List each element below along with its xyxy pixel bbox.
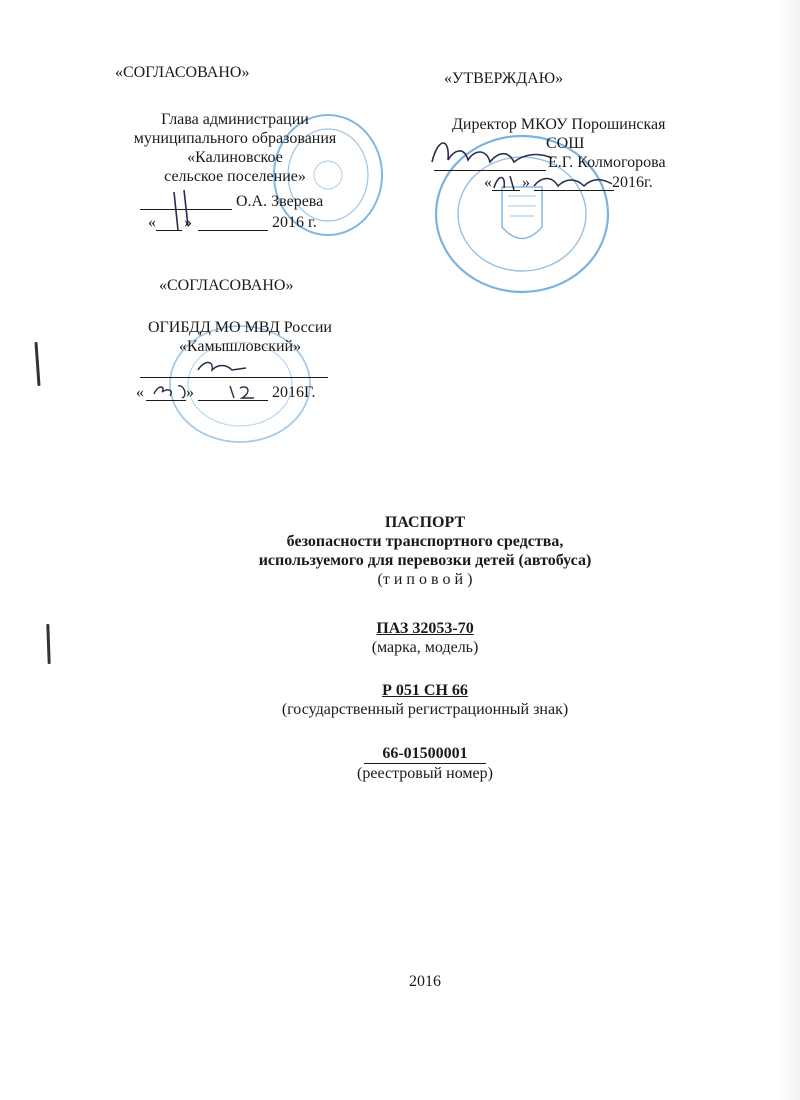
passport-registry-value: 66-01500001 — [364, 744, 485, 764]
passport-model-block — [150, 619, 700, 657]
scan-right-edge — [778, 0, 800, 1100]
right-line-2: СОШ — [546, 135, 585, 152]
left-line-4: сельское поселение» — [164, 168, 306, 185]
left-signature-mark — [162, 186, 202, 236]
left-signer-name: О.А. Зверева — [236, 193, 324, 210]
left-approver-title — [105, 110, 365, 186]
passport-subtitle-1: безопасности транспортного средства, — [286, 533, 564, 550]
right-heading: «УТВЕРЖДАЮ» — [444, 70, 564, 87]
right-date-close: » — [522, 174, 530, 191]
gibdd-date-close: » — [186, 384, 194, 401]
right-date-year: 2016г. — [612, 174, 653, 191]
left-date-month-line — [198, 230, 268, 231]
passport-registry-value-wrap — [150, 744, 700, 764]
left-date-day-line — [156, 230, 182, 231]
gibdd-heading: «СОГЛАСОВАНО» — [159, 277, 294, 294]
passport-type-note: (т и п о в о й ) — [377, 571, 473, 588]
left-date-year: 2016 г. — [272, 214, 317, 231]
left-line-3: «Калиновское — [187, 149, 283, 166]
right-date-open: « — [484, 174, 492, 191]
left-heading: «СОГЛАСОВАНО» — [115, 64, 250, 81]
passport-registry-caption: (реестровый номер) — [357, 765, 493, 782]
passport-subtitle-2: используемого для перевозки детей (автобуса) — [258, 552, 592, 569]
passport-year: 2016 — [409, 973, 441, 990]
gibdd-line-2: «Камышловский» — [178, 338, 302, 355]
right-line-1: Директор МКОУ Порошинская — [452, 116, 666, 133]
left-line-1: Глава администрации — [161, 111, 309, 128]
scan-mark-bottom — [46, 624, 50, 664]
scan-mark-top — [34, 342, 40, 386]
right-date-handwriting — [488, 168, 618, 196]
left-line-2: муниципального образования — [133, 130, 337, 147]
gibdd-signature-mark — [192, 356, 252, 380]
passport-model-caption: (марка, модель) — [371, 639, 479, 656]
left-date-close: » — [184, 214, 192, 231]
gibdd-date-open: « — [136, 384, 144, 401]
passport-plate-value: Р 051 СН 66 — [382, 682, 468, 699]
passport-title: ПАСПОРТ — [384, 514, 466, 531]
gibdd-date-handwriting — [148, 380, 268, 402]
passport-plate-block — [150, 681, 700, 719]
passport-title-block — [150, 513, 700, 589]
left-date-open: « — [148, 214, 156, 231]
passport-model-value: ПАЗ 32053-70 — [376, 620, 474, 637]
right-signer-name: Е.Г. Колмогорова — [548, 154, 666, 171]
gibdd-line-1: ОГИБДД МО МВД России — [148, 319, 332, 336]
gibdd-approver-title — [110, 318, 370, 356]
passport-registry-block — [150, 744, 700, 783]
passport-plate-caption: (государственный регистрационный знак) — [281, 701, 569, 718]
gibdd-date-year: 2016Г. — [272, 384, 316, 401]
